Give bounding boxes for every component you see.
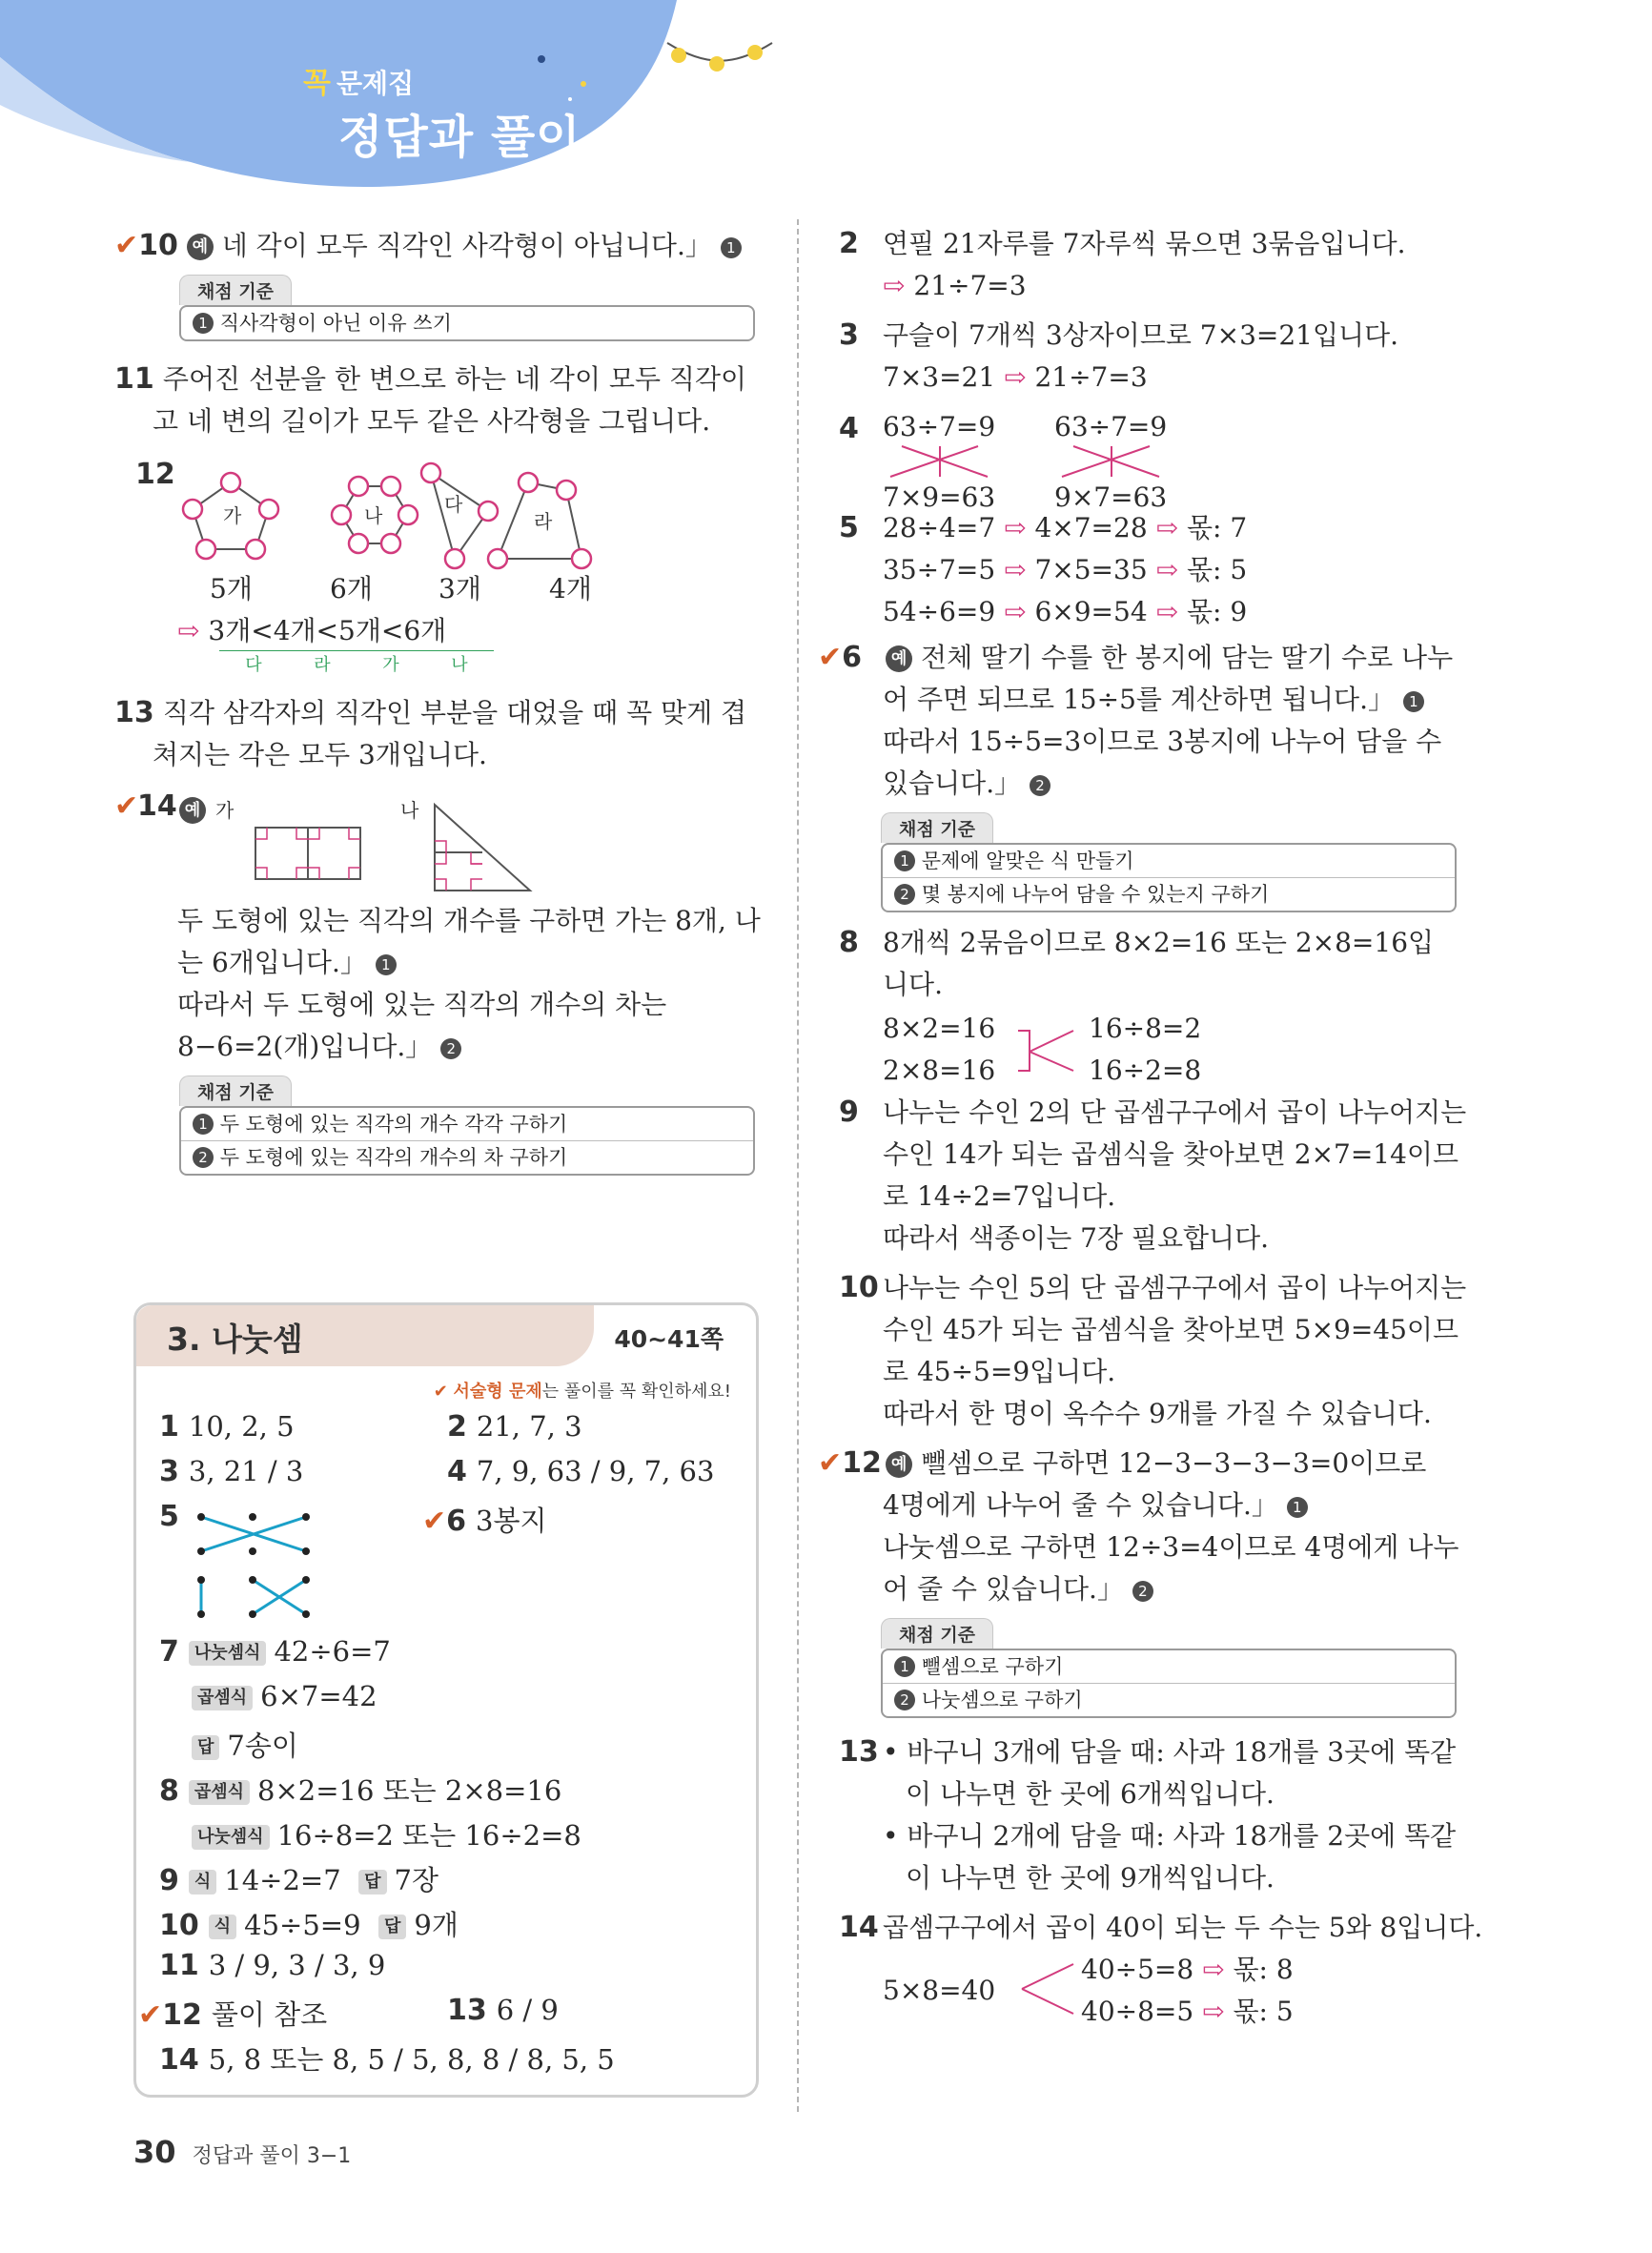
question-4: 4 63÷7=9 63÷7=9 7×9=63 9×7=63: [839, 406, 1487, 507]
star-icon: [538, 55, 545, 63]
answer-8: 8 곱셈식 8×2=16 또는 2×8=16: [159, 1774, 562, 1808]
answer-11: 11 3 / 9, 3 / 3, 9: [159, 1949, 386, 1982]
answer-summary-box: 3. 나눗셈 40~41쪽 ✔ 서술형 문제는 풀이를 꼭 확인하세요! 1 10, 2, 5 2 21, 7, 3 3 3, 21 / 3 4 7, 9, 63 / 9, 7, 63 5 ✔6 3봉지 7 나눗셈식 42÷6=7 곱셈식 6×7=42 답 7송이 8 곱셈식 8×2=16 또는 2×8=16 나눗셈식 16÷8=2 또는 16÷2=8 9 식 14÷2=7 답 7장 10 식 45÷5=9 답 9개 11 3 / 9, 3 / 3, 9 ✔12 풀이 참조 13 6 / 9 14 5, 8 또는 8, 5 / 5, 8, 8 / 8, 5, 5: [133, 1302, 759, 2098]
answer-5-figure: [195, 1507, 329, 1641]
question-9: 9 나누는 수인 2의 단 곱셈구구에서 곱이 나누어지는 수인 14가 되는 곱셈식을 찾아보면 2×7=14이므 로 14÷2=7입니다. 따라서 색종이는 7장 필요합니다.: [839, 1096, 1467, 1254]
right-angle-figure: [114, 786, 686, 900]
page-number: 30: [133, 2134, 176, 2170]
page-title: 정답과 풀이: [338, 111, 581, 164]
left-column: [114, 217, 763, 1181]
shape-label: 나: [364, 504, 383, 527]
answer-4: 4 7, 9, 63 / 9, 7, 63: [447, 1455, 715, 1488]
question-14: 14 곱셈구구에서 곱이 40이 되는 두 수는 5와 8입니다. 5×8=40 40÷5=8 ⇨ 몫: 8 40÷8=5 ⇨ 몫: 5: [839, 1911, 1483, 2027]
light-bulb-icon: [747, 45, 763, 60]
criteria-box: 채점 기준 1 직사각형이 아닌 이유 쓰기: [179, 275, 763, 341]
right-column: [818, 217, 1487, 2040]
answer-6: ✔6 3봉지: [422, 1505, 547, 1538]
answer-3: 3 3, 21 / 3: [159, 1455, 304, 1488]
answer-7: 7 나눗셈식 42÷6=7: [159, 1635, 391, 1669]
arrow-links: [1018, 1023, 1085, 1080]
criteria-box: 채점 기준 1 뺄셈으로 구하기 2 나눗셈으로 구하기: [881, 1618, 1487, 1718]
page-footer: [133, 2134, 351, 2170]
book-name: 꼭 문제집: [303, 67, 415, 100]
column-divider: [797, 219, 799, 2112]
question-3: 3 구슬이 7개씩 3상자이므로 7×3=21입니다. 7×3=21 ⇨ 21÷7=3: [839, 318, 1399, 393]
light-bulb-icon: [709, 56, 724, 72]
footer-text: 정답과 풀이 3−1: [192, 2144, 352, 2168]
page-range: 40~41쪽: [614, 1325, 724, 1353]
check-icon: ✔: [114, 229, 139, 262]
light-bulb-icon: [671, 48, 686, 63]
shape-label: 라: [534, 510, 553, 533]
question-2: 2 연필 21자루를 7자루씩 묶으면 3묶음입니다. ⇨ 21÷7=3: [839, 227, 1406, 301]
question-13: 13 • 바구니 3개에 담을 때: 사과 18개를 3곳에 똑같 이 나누면 한 곳에 6개씩입니다. • 바구니 2개에 담을 때: 사과 18개를 2곳에 똑같 이 나누면 한 곳에 9개씩입니다.: [839, 1735, 1457, 1894]
answer-1: 1 10, 2, 5: [159, 1410, 295, 1444]
criteria-box: 채점 기준 1 두 도형에 있는 직각의 개수 각각 구하기 2 두 도형에 있는 직각의 개수의 차 구하기: [179, 1075, 763, 1176]
question-14: 두 도형에 있는 직각의 개수를 구하면 가는 8개, 나 는 6개입니다.」 1 따라서 두 도형에 있는 직각의 개수의 차는 8−6=2(개)입니다.」 2: [177, 905, 761, 1062]
question-5: 5 28÷4=7 ⇨ 4×7=28 ⇨ 몫: 7 35÷7=5 ⇨ 7×5=35 ⇨ 몫: 5 54÷6=9 ⇨ 6×9=54 ⇨ 몫: 9: [839, 511, 1248, 627]
answer-9: 9 식 14÷2=7 답 7장: [159, 1864, 438, 1897]
shape-label: 다: [444, 493, 463, 516]
star-icon: [581, 81, 586, 87]
answer-12: ✔12 풀이 참조: [138, 1998, 328, 2032]
question-12: ✔12 예 뺄셈으로 구하면 12−3−3−3−3=0이므로 4명에게 나누어 줄 수 있습니다.」 1 나눗셈으로 구하면 12÷3=4이므로 4명에게 나누 어 줄 수 있습니다.」 2: [818, 1446, 1459, 1605]
question-14-figure: ✔ 14 예 가 나: [114, 786, 763, 900]
question-8: 8 8개씩 2묶음이므로 8×2=16 또는 2×8=16입 니다. 8×2=16 2×8=16 16÷8=2 16÷2=8: [839, 926, 1435, 1086]
page-header: [0, 0, 782, 195]
shape-label: 가: [223, 504, 242, 527]
question-13: 13 직각 삼각자의 직각인 부분을 대었을 때 꼭 맞게 겹 쳐지는 각은 모두 3개입니다.: [114, 696, 747, 770]
chapter-title: 3. 나눗셈: [167, 1321, 303, 1358]
answer-note: ✔ 서술형 문제는 풀이를 꼭 확인하세요!: [433, 1382, 731, 1402]
arrow-links: [1020, 1960, 1077, 2017]
answer-13: 13 6 / 9: [447, 1994, 559, 2027]
question-6: ✔6 예 전체 딸기 수를 한 봉지에 담는 딸기 수로 나누 어 주면 되므로 15÷5를 계산하면 됩니다.」 1 따라서 15÷5=3이므로 3봉지에 나누어 담을 수 있습니다.」 2: [818, 641, 1454, 799]
criteria-box: 채점 기준 1 문제에 알맞은 식 만들기 2 몇 봉지에 나누어 담을 수 있는지 구하기: [881, 812, 1487, 912]
answer-2: 2 21, 7, 3: [447, 1410, 582, 1444]
question-12: 12 가 나 다 라 5개 6개 3개 4개 ⇨ 3개<4개<5개<6개 다 라 가 나: [114, 454, 763, 692]
answer-10: 10 식 45÷5=9 답 9개: [159, 1909, 459, 1942]
question-11: 11 주어진 선분을 한 변으로 하는 네 각이 모두 직각이 고 네 변의 길이가 모두 같은 사각형을 그립니다.: [114, 362, 747, 437]
answer-5: 5: [159, 1500, 179, 1533]
arrow-links: [883, 442, 1264, 481]
answer-14: 14 5, 8 또는 8, 5 / 5, 8, 8 / 8, 5, 5: [159, 2043, 615, 2077]
question-10: 10 나누는 수인 5의 단 곱셈구구에서 곱이 나누어지는 수인 45가 되는 곱셈식을 찾아보면 5×9=45이므 로 45÷5=9입니다. 따라서 한 명이 옥수수 9개를 가질 수 있습니다.: [839, 1271, 1467, 1429]
question-10: ✔10 예 네 각이 모두 직각인 사각형이 아닙니다.」 1: [114, 225, 763, 267]
